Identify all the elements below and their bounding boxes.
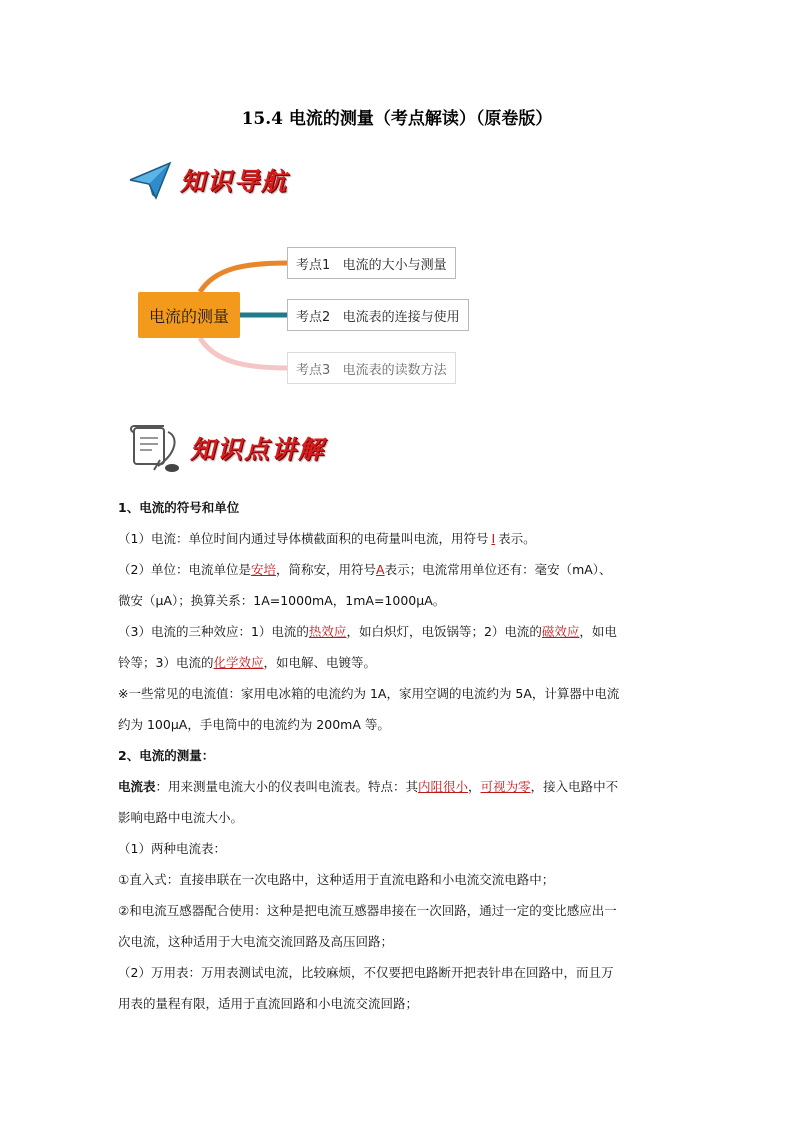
mindmap-node-1: 考点1 电流的大小与测量 bbox=[287, 247, 456, 279]
mindmap bbox=[0, 230, 794, 390]
nav-section-title: 知识导航 bbox=[180, 167, 289, 196]
nav-section-header bbox=[128, 160, 288, 200]
paragraph bbox=[118, 616, 678, 647]
mindmap-node-3: 考点3 电流表的读数方法 bbox=[287, 352, 456, 384]
paragraph: 影响电路中电流大小。 bbox=[118, 810, 244, 825]
section-2-heading: 2、电流的测量： bbox=[118, 748, 215, 763]
term-symbol-a: A bbox=[376, 562, 385, 577]
term-low-resistance: 内阻很小 bbox=[418, 779, 469, 794]
paragraph: 约为 100μA，手电筒中的电流约为 200mA 等。 bbox=[118, 717, 390, 732]
branch-3 bbox=[200, 338, 288, 368]
text: ，接入电路中不 bbox=[530, 779, 619, 794]
text: 表示；电流常用单位还有：毫安（mA）、 bbox=[384, 562, 612, 577]
paragraph: 微安（μA）；换算关系：1A=1000mA，1mA=1000μA。 bbox=[118, 593, 446, 608]
scroll-quill-icon bbox=[128, 422, 182, 474]
paragraph bbox=[118, 523, 678, 554]
text: （2）单位：电流单位是 bbox=[118, 562, 251, 577]
term-ampere: 安培 bbox=[250, 562, 276, 577]
term-symbol-i: I bbox=[491, 531, 496, 546]
paragraph: （2）万用表：万用表测试电流，比较麻烦，不仅要把电路断开把表针串在回路中，而且万 bbox=[118, 965, 614, 980]
mindmap-node-2: 考点2 电流表的连接与使用 bbox=[287, 299, 469, 331]
paragraph: ①直入式：直接串联在一次电路中，这种适用于直流电路和小电流交流电路中； bbox=[118, 872, 555, 887]
paragraph: 用表的量程有限，适用于直流回路和小电流交流回路； bbox=[118, 996, 419, 1011]
text: ，如电 bbox=[579, 624, 617, 639]
section-1-heading: 1、电流的符号和单位 bbox=[118, 500, 240, 515]
text: ，简称安，用符号 bbox=[275, 562, 376, 577]
content-body bbox=[118, 492, 678, 1019]
paragraph bbox=[118, 771, 678, 802]
paragraph: 次电流，这种适用于大电流交流回路及高压回路； bbox=[118, 934, 394, 949]
paragraph bbox=[118, 554, 678, 585]
text: 表示。 bbox=[498, 531, 536, 546]
term-magnetic-effect: 磁效应 bbox=[541, 624, 580, 639]
text: ，如电解、电镀等。 bbox=[263, 655, 376, 670]
text: 铃等；3）电流的 bbox=[118, 655, 214, 670]
paragraph bbox=[118, 647, 678, 678]
text: ，如白炽灯，电饭锅等；2）电流的 bbox=[346, 624, 542, 639]
text: （1）电流：单位时间内通过导体横截面积的电荷量叫电流，用符号 bbox=[118, 531, 489, 546]
document-title: 15.4 电流的测量（考点解读）（原卷版） bbox=[241, 109, 553, 129]
term-chemical-effect: 化学效应 bbox=[213, 655, 264, 670]
term-heat-effect: 热效应 bbox=[308, 624, 347, 639]
paragraph: ※一些常见的电流值：家用电冰箱的电流约为 1A，家用空调的电流约为 5A，计算器中电流 bbox=[118, 686, 620, 701]
paragraph: ②和电流互感器配合使用：这种是把电流互感器串接在一次回路，通过一定的变比感应出一 bbox=[118, 903, 617, 918]
text: （3）电流的三种效应：1）电流的 bbox=[118, 624, 309, 639]
text: ：用来测量电流大小的仪表叫电流表。特点：其 bbox=[155, 779, 419, 794]
term-near-zero: 可视为零 bbox=[480, 779, 531, 794]
explain-section-title: 知识点讲解 bbox=[190, 435, 326, 464]
explain-section-header bbox=[128, 422, 325, 474]
mindmap-root: 电流的测量 bbox=[138, 292, 240, 338]
text: ， bbox=[468, 779, 481, 794]
paper-plane-icon bbox=[128, 160, 172, 200]
term-ammeter: 电流表 bbox=[118, 779, 156, 794]
paragraph: （1）两种电流表： bbox=[118, 841, 226, 856]
branch-1 bbox=[200, 263, 288, 292]
